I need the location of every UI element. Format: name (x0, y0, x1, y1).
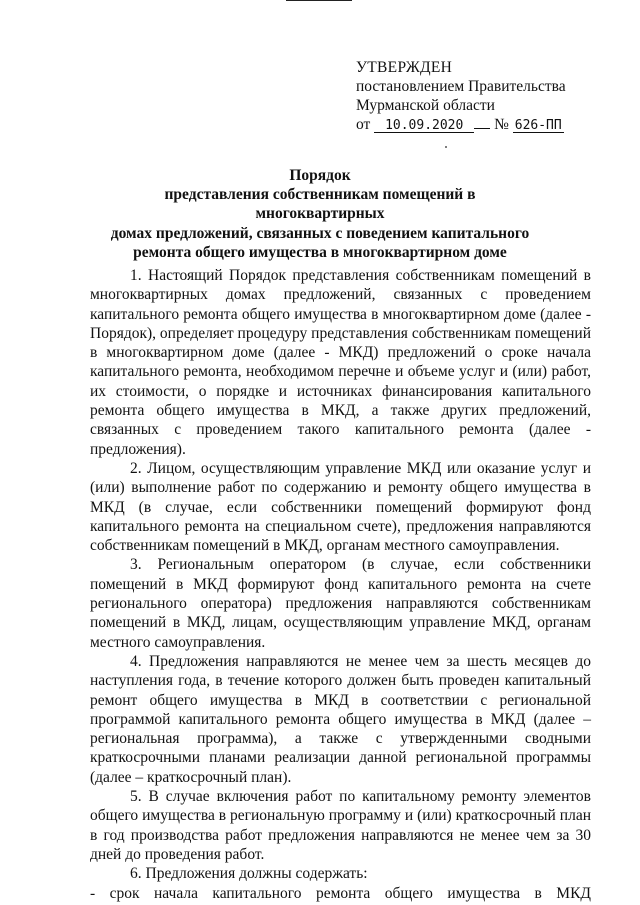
approval-stamp (356, 58, 626, 134)
document-title (100, 166, 540, 262)
paragraph-2: 2. Лицом, осуществляющим управление МКД или оказание услуг и (или) выполнение работ по содержанию и ремонту общего имущества в МКД (в случае, если собственники помещений формируют фонд капитального ремонта на специальном счете), предложения направляются собственникам помещений в МКД, органам местного самоуправления. (90, 459, 591, 555)
approval-heading: УТВЕРЖДЕН (356, 59, 453, 76)
title-line-3: домах предложений, связанных с поведением капитального (110, 224, 530, 242)
paragraph-4: 4. Предложения направляются не менее чем за шесть месяцев до наступления года, в течение которого должен быть проведен капитальный ремонт общего имущества в МКД в соответствии с региональной программой капитального ремонта общего имущества в МКД (далее – региональная программа), а также с утвержденными сводными краткосрочными планами реализации данной региональной программы (далее – краткосрочный план). (90, 652, 591, 786)
title-line-4: ремонта общего имущества в многоквартирном доме (133, 243, 507, 261)
from-label: от (356, 116, 371, 133)
top-rule (286, 0, 352, 1)
paragraph-5: 5. В случае включения работ по капитальному ремонту элементов общего имущества в региональную программу и (или) краткосрочный план в год производства работ предложения направляются не менее чем за 30 дней до проведения работ. (90, 788, 591, 863)
approval-number: 626-ПП (514, 118, 562, 133)
date-underline (474, 118, 490, 129)
approval-line-2: Мурманской области (356, 97, 495, 114)
title-line-1: Порядок (289, 167, 351, 184)
paragraph-1: 1. Настоящий Порядок представления собственникам помещений в многоквартирных домах предложений, связанных с проведением капитального ремонта общего имущества в многоквартирном доме (далее - Порядок), определяет процедуру представления собственникам помещений в многоквартирном доме (далее - МКД) предложений о сроке начала капитального ремонта, необходимом перечне и объеме услуг и (или) работ, их стоимости, о порядке и источниках финансирования капитального ремонта общего имущества в МКД, а также других предложений, связанных с проведением такого капитального ремонта (далее - предложения). (90, 267, 591, 458)
paragraph-6: 6. Предложения должны содержать: (130, 865, 368, 883)
scan-speck (445, 146, 447, 148)
number-label: № (494, 116, 509, 133)
document-body (90, 266, 591, 903)
approval-line-1: постановлением Правительства (356, 78, 566, 95)
paragraph-3: 3. Региональным оператором (в случае, если собственники помещений в МКД формируют фонд капитального ремонта на счете регионального оператора) предложения направляются собственникам помещений в МКД, лицам, осуществляющим управление МКД, органам местного самоуправления. (90, 556, 591, 651)
title-line-2: представления собственникам помещений в многоквартирных (164, 186, 476, 223)
approval-date: 10.09.2020 (374, 119, 474, 133)
approval-date-row (356, 115, 626, 134)
list-item-1: - срок начала капитального ремонта общего имущества в МКД (90, 884, 591, 902)
